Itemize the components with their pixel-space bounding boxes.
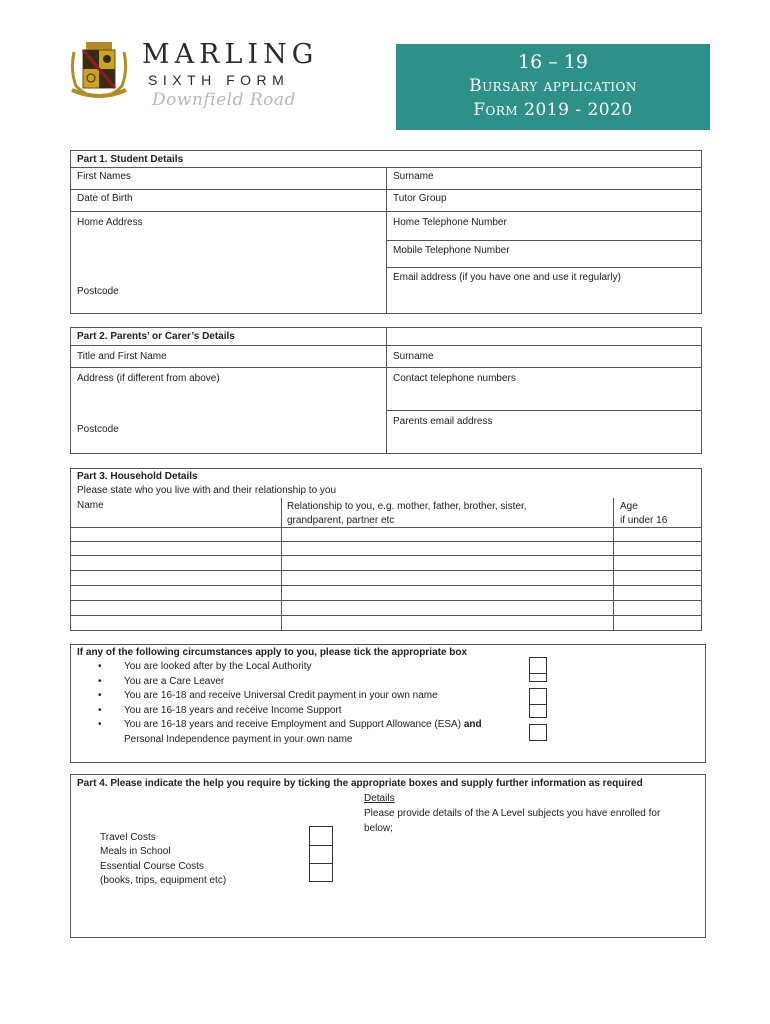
checkbox-universal-credit[interactable] — [529, 688, 547, 705]
bullet: • — [98, 675, 102, 687]
crest-icon — [68, 40, 130, 100]
checkbox-meals[interactable] — [309, 845, 333, 864]
part4-help-required-box — [70, 774, 706, 938]
home-telephone-field[interactable]: Home Telephone Number — [387, 212, 701, 241]
part3-household-table — [70, 468, 702, 631]
age-header-line2: if under 16 — [620, 515, 668, 526]
details-text-line2: below; — [364, 822, 393, 834]
part3-heading: Part 3. Household Details — [77, 471, 198, 482]
parent-surname-field[interactable]: Surname — [387, 346, 701, 368]
part1-heading: Part 1. Student Details — [71, 151, 701, 168]
surname-field[interactable]: Surname — [387, 168, 701, 190]
age-header-line1: Age — [620, 501, 638, 512]
title-year: Form 2019 - 2020 — [473, 100, 633, 120]
part3-instruction: Please state who you live with and their relationship to you — [77, 485, 337, 496]
checkbox-care-leaver[interactable] — [529, 674, 547, 682]
part3-col-relationship — [287, 500, 527, 528]
logo-subtitle: SIXTH FORM — [148, 72, 290, 88]
bullet: • — [98, 719, 102, 731]
circumstance-text: You are 16-18 years and receive Employment and Support Allowance (ESA) — [124, 719, 462, 731]
parent-title-first-name-field[interactable]: Title and First Name — [71, 346, 387, 368]
email-address-field[interactable]: Email address (if you have one and use it regularly) — [393, 272, 621, 283]
circumstance-text: You are 16-18 and receive Universal Credit payment in your own name — [124, 690, 438, 702]
details-label: Details — [364, 793, 395, 804]
row-line — [71, 555, 701, 556]
help-item-course-costs: Essential Course Costs — [100, 860, 204, 872]
row-line — [71, 585, 701, 586]
circumstance-text: You are a Care Leaver — [124, 675, 225, 687]
first-names-field[interactable]: First Names — [71, 168, 387, 190]
row-line — [71, 600, 701, 601]
help-items-list — [100, 831, 226, 888]
row-line — [71, 570, 701, 571]
part2-heading-blank — [387, 328, 701, 346]
col-divider-1 — [281, 498, 282, 630]
title-age-range: 16 – 19 — [518, 51, 588, 73]
row-line — [71, 541, 701, 542]
details-text-line1: Please provide details of the A Level subjects you have enrolled for — [364, 808, 661, 819]
circumstance-text: You are 16-18 years and receive Income Support — [124, 704, 342, 716]
date-of-birth-field[interactable]: Date of Birth — [71, 190, 387, 212]
checkbox-esa-pip[interactable] — [529, 724, 547, 741]
relationship-header-line2: grandparent, partner etc — [287, 515, 395, 526]
school-crest-logo — [68, 40, 130, 100]
title-bursary: Bursary application — [469, 76, 637, 96]
checkbox-looked-after[interactable] — [529, 657, 547, 674]
form-title-banner — [396, 44, 710, 130]
circumstance-text: You are looked after by the Local Authority — [124, 661, 312, 672]
logo-name: MARLING — [142, 39, 319, 70]
part2-parent-details-table — [70, 327, 702, 454]
help-item-travel: Travel Costs — [100, 832, 156, 843]
parent-address-field[interactable]: Address (if different from above) — [71, 368, 387, 453]
help-item-meals: Meals in School — [100, 846, 171, 858]
school-logo-text — [142, 40, 342, 110]
col-divider-2 — [613, 498, 614, 630]
part1-postcode-label: Postcode — [77, 286, 119, 297]
checkbox-travel-costs[interactable] — [309, 826, 333, 846]
circumstance-and: and — [463, 719, 482, 731]
circumstances-heading: If any of the following circumstances apply to you, please tick the appropriate box — [77, 647, 468, 658]
part3-col-age — [620, 500, 667, 528]
part1-student-details-table — [70, 150, 702, 314]
bullet: • — [98, 661, 102, 672]
bullet: • — [98, 704, 102, 716]
part2-postcode-label: Postcode — [77, 424, 119, 435]
part2-heading: Part 2. Parents’ or Carer’s Details — [71, 328, 387, 346]
relationship-header-line1: Relationship to you, e.g. mother, father, brother, sister, — [287, 501, 527, 512]
row-line — [71, 527, 701, 528]
home-address-field[interactable]: Home Address — [71, 212, 387, 313]
checkbox-course-costs[interactable] — [309, 863, 333, 882]
part4-heading: Part 4. Please indicate the help you require by ticking the appropriate boxes and supply further information as required — [77, 778, 643, 789]
tutor-group-field[interactable]: Tutor Group — [387, 190, 701, 212]
help-item-course-costs-detail: (books, trips, equipment etc) — [100, 874, 227, 886]
circumstance-text-wrap — [124, 718, 482, 733]
contact-telephone-field[interactable]: Contact telephone numbers — [387, 368, 701, 411]
details-instruction — [364, 807, 660, 836]
mobile-telephone-field[interactable]: Mobile Telephone Number — [387, 241, 701, 268]
row-line — [71, 615, 701, 616]
logo-road: Downfield Road — [152, 90, 296, 110]
circumstance-text: Personal Independence payment in your own name — [124, 734, 353, 745]
bullet: • — [98, 690, 102, 702]
parents-email-field[interactable]: Parents email address — [393, 416, 493, 427]
part3-col-name: Name — [77, 500, 104, 511]
checkbox-income-support[interactable] — [529, 704, 547, 718]
